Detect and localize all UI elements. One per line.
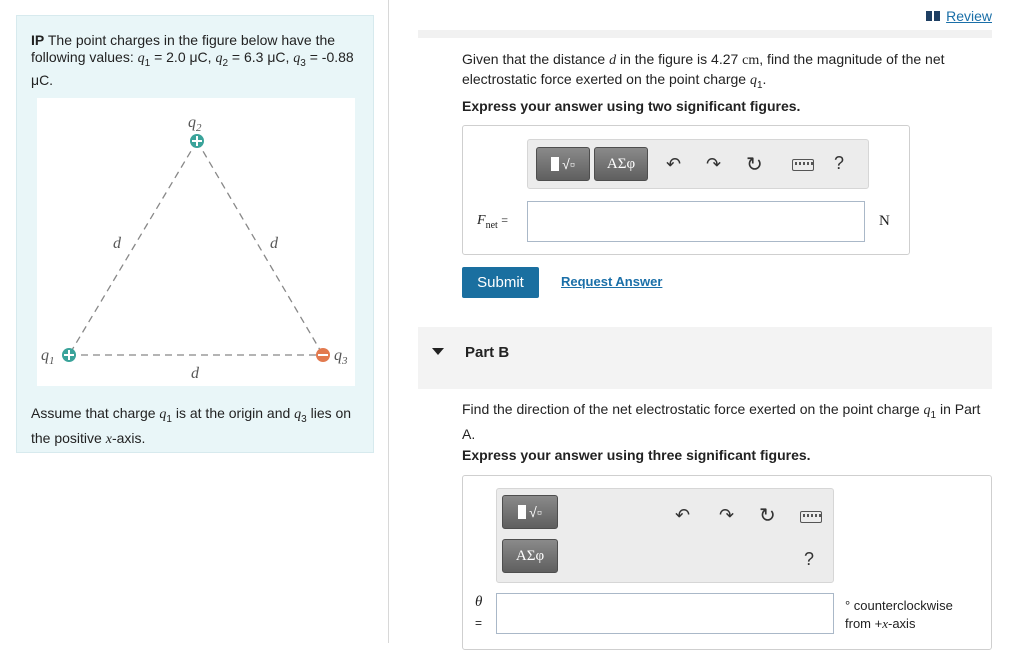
sqrt-fraction-icon: √▫ <box>562 156 575 172</box>
assume-axis: x <box>105 431 112 447</box>
greek-symbols-button[interactable]: ΑΣφ <box>594 147 648 181</box>
sqrt-fraction-icon-b: √▫ <box>529 504 542 520</box>
redo-icon[interactable]: ↷ <box>706 154 722 174</box>
qa-d: d <box>609 53 617 68</box>
assume-part-4: -axis. <box>111 429 146 446</box>
assume-part-3: lies on the positive <box>31 405 352 446</box>
part-b-answer-box <box>462 475 992 650</box>
part-b-question <box>462 400 982 443</box>
part-b-title: Part B <box>465 344 510 361</box>
greek-symbols-button-b[interactable]: ΑΣφ <box>502 539 558 573</box>
problem-panel <box>16 15 374 453</box>
part-a-question <box>462 50 982 95</box>
undo-icon-b[interactable]: ↶ <box>675 505 691 525</box>
q2-value: = 6.3 μC, <box>228 49 290 65</box>
fnet-symbol: F <box>477 213 486 228</box>
assume-part-1: Assume that charge <box>31 405 160 421</box>
templates-button-b[interactable] <box>502 495 558 529</box>
undo-icon[interactable]: ↶ <box>666 154 682 174</box>
q2-subscript: 2 <box>222 57 229 69</box>
keyboard-icon-b[interactable] <box>800 511 822 523</box>
theta-equals: = <box>475 616 483 630</box>
assume-q3: q <box>294 407 302 422</box>
qb-q: q <box>923 403 931 418</box>
fig-label-d-bottom: d <box>191 365 199 382</box>
assume-q1: q <box>159 407 167 422</box>
q1-subscript: 1 <box>144 57 151 69</box>
review-link[interactable] <box>926 8 992 24</box>
fig-label-q2: q <box>188 114 196 131</box>
qa-unit: cm <box>742 53 760 68</box>
template-block-icon <box>551 157 559 171</box>
help-icon-b[interactable]: ? <box>804 549 815 569</box>
unit-from: from + <box>845 616 883 631</box>
part-a-instruction: Express your answer using two significant figures. <box>462 98 801 114</box>
qa-text-1: Given that the distance <box>462 51 610 67</box>
q3-subscript: 3 <box>300 57 306 69</box>
q3-value: = -0.88 μC. <box>31 49 354 88</box>
theta-input[interactable] <box>496 593 834 634</box>
q1-value: = 2.0 μC, <box>150 49 212 65</box>
unit-degrees-line-1: ° counterclockwise <box>845 598 953 613</box>
qb-text-2: in Part A. <box>462 401 981 442</box>
unit-axis: -axis <box>888 616 916 631</box>
q1-charge-icon <box>62 348 76 362</box>
panel-divider <box>388 0 389 643</box>
problem-intro-text: The point charges in the figure below have the following values: <box>31 32 336 65</box>
help-icon[interactable]: ? <box>834 153 845 173</box>
triangle-diagram <box>37 98 355 386</box>
templates-button[interactable] <box>536 147 590 181</box>
q3-symbol: q <box>293 51 301 66</box>
fig-label-q1: q <box>41 347 49 364</box>
review-label: Review <box>946 8 992 24</box>
svg-text:q2 <box>188 114 202 134</box>
qa-q: q <box>749 73 757 88</box>
reset-icon[interactable]: ↻ <box>746 154 763 176</box>
side-left <box>69 141 197 355</box>
part-a-answer-box <box>462 125 910 255</box>
fig-label-q1-sub: 1 <box>49 355 55 367</box>
qa-text-4: . <box>762 71 767 87</box>
fnet-equals: = <box>501 213 509 227</box>
fig-label-q2-sub: 2 <box>196 122 202 134</box>
book-icon <box>926 11 940 21</box>
fig-label-d-left: d <box>113 235 121 252</box>
qa-text-3: , find the magnitude of the net electrostatic force exerted on the point charge <box>462 51 945 87</box>
part-b-header[interactable] <box>418 327 992 389</box>
header-bar <box>418 30 992 38</box>
svg-text:q3 <box>334 347 348 367</box>
q1-symbol: q <box>137 51 145 66</box>
qb-text-1: Find the direction of the net electrostatic force exerted on the point charge <box>462 401 924 417</box>
charge-triangle-figure <box>37 98 355 386</box>
qa-q-sub: 1 <box>756 79 763 91</box>
q3-charge-icon <box>316 348 330 362</box>
template-block-icon-b <box>518 505 526 519</box>
qa-text-2: in the figure is 4.27 <box>616 51 743 67</box>
assume-q1-sub: 1 <box>166 413 172 425</box>
unit-degrees-line-2 <box>845 616 915 632</box>
redo-icon-b[interactable]: ↷ <box>719 505 735 525</box>
qb-q-sub: 1 <box>930 409 937 421</box>
fnet-sub: net <box>485 219 498 231</box>
fnet-label <box>477 213 508 231</box>
side-right <box>197 141 323 355</box>
part-b-instruction: Express your answer using three significant figures. <box>462 447 811 463</box>
fnet-input[interactable] <box>527 201 865 242</box>
unit-newton: N <box>879 213 890 229</box>
assumption-text <box>31 404 361 449</box>
assume-q3-sub: 3 <box>301 413 307 425</box>
keyboard-icon[interactable] <box>792 159 814 171</box>
math-toolbar-b <box>496 488 834 583</box>
theta-label: θ <box>475 594 483 610</box>
fig-label-q3-sub: 3 <box>342 355 348 367</box>
q2-symbol: q <box>215 51 223 66</box>
q2-charge-icon <box>190 134 204 148</box>
submit-button[interactable]: Submit <box>462 267 539 298</box>
assume-part-2: is at the origin and <box>171 405 295 421</box>
request-answer-link[interactable]: Request Answer <box>561 274 663 289</box>
problem-prefix: IP <box>31 32 45 48</box>
svg-text:q1 <box>41 347 55 367</box>
problem-intro <box>31 32 361 89</box>
math-toolbar-a <box>527 139 869 189</box>
collapse-caret-icon[interactable] <box>432 348 444 355</box>
unit-x: x <box>882 616 888 631</box>
fig-label-q3: q <box>334 347 342 364</box>
fig-label-d-right: d <box>270 235 278 252</box>
reset-icon-b[interactable]: ↻ <box>759 505 776 527</box>
